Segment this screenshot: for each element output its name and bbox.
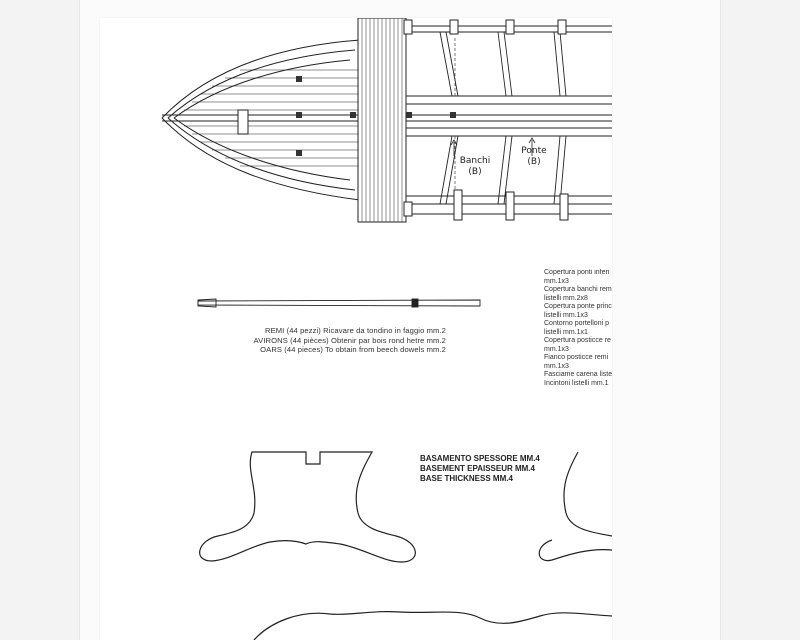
oars-caption-it: REMI (44 pezzi) Ricavare da tondino in faggio mm.2 bbox=[264, 326, 446, 335]
spec-line: Contorno portelloni p bbox=[544, 320, 609, 327]
oar-drawing bbox=[198, 299, 480, 307]
spec-line: listelli mm.2x8 bbox=[544, 294, 588, 302]
ponte-label-code: (B) bbox=[527, 157, 541, 167]
oars-caption bbox=[226, 326, 446, 355]
base-caption-fr: BASEMENT EPAISSEUR MM.4 bbox=[420, 464, 535, 473]
banchi-label bbox=[456, 156, 494, 178]
banchi-label-text: Banchi bbox=[459, 156, 491, 166]
spec-line: mm.1x3 bbox=[544, 345, 569, 353]
oars-caption-fr: AVIRONS (44 pièces) Obtenir par bois rond hetre mm.2 bbox=[253, 335, 446, 345]
base-caption bbox=[420, 454, 540, 484]
base-caption-en: BASE THICKNESS MM.4 bbox=[420, 474, 513, 483]
ponte-label-text: Ponte bbox=[521, 146, 547, 156]
plan-page bbox=[100, 18, 612, 640]
oars-caption-en: OARS (44 pieces) To obtain from beech dowels mm.2 bbox=[260, 345, 446, 354]
base-drawing bbox=[200, 452, 612, 640]
spec-line: mm.1x3 bbox=[544, 277, 569, 285]
spec-line: listelli mm.1x1 bbox=[544, 328, 588, 336]
spec-list bbox=[544, 269, 612, 388]
spec-line: Copertura ponte princ bbox=[544, 303, 612, 310]
spec-line: Copertura posticce re bbox=[544, 337, 611, 344]
spec-line: Fasciame carena liste bbox=[544, 371, 612, 378]
spec-line: Copertura banchi rem bbox=[544, 286, 612, 293]
base-caption-it: BASAMENTO SPESSORE MM.4 bbox=[420, 454, 540, 463]
ponte-label bbox=[516, 146, 552, 168]
spec-line: Incintoni listelli mm.1 bbox=[544, 379, 609, 387]
spec-line: listelli mm.1x3 bbox=[544, 311, 588, 319]
banchi-label-code: (B) bbox=[468, 167, 482, 177]
spec-line: Copertura ponti inferi bbox=[544, 269, 610, 276]
spec-line: mm.1x3 bbox=[544, 362, 569, 370]
spec-line: Fianco posticce remi bbox=[544, 354, 609, 361]
